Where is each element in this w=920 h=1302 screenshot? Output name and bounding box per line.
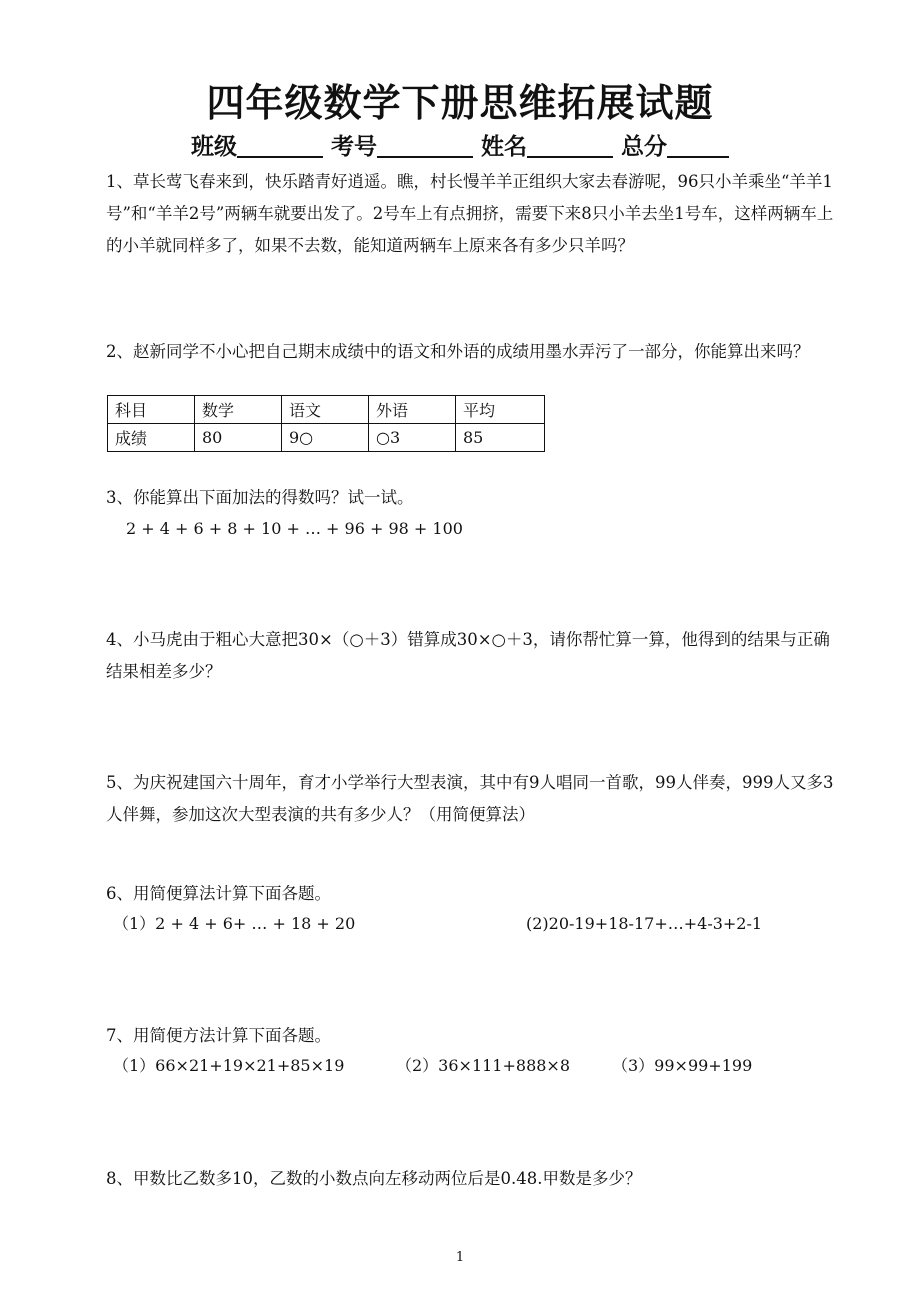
table-cell: 平均: [456, 396, 545, 424]
question-text: 用简便算法计算下面各题。: [133, 884, 331, 903]
table-cell: 外语: [369, 396, 456, 424]
question-8: [72, 1163, 842, 1195]
question-number: 8、: [106, 1169, 133, 1188]
question-number: 6、: [106, 884, 133, 903]
question-text: 你能算出下面加法的得数吗？试一试。: [133, 488, 414, 507]
exam-no-blank[interactable]: [377, 132, 473, 158]
table-row: [108, 424, 545, 452]
question-6: [72, 878, 842, 910]
name-label: 姓名: [481, 134, 527, 160]
question-6-part-2: (2)20-19+18-17+…+4-3+2-1: [526, 914, 763, 933]
table-cell: 成绩: [108, 424, 195, 452]
table-cell: ○3: [369, 424, 456, 452]
question-2: [72, 336, 842, 368]
page-title: 四年级数学下册思维拓展试题: [206, 81, 714, 125]
class-label: 班级: [190, 134, 237, 160]
question-number: 4、: [106, 630, 133, 649]
student-info-line: [0, 128, 920, 161]
question-7: [72, 1020, 842, 1052]
question-7-part-1: （1）66×21+19×21+85×19: [113, 1056, 345, 1075]
question-3-expression: 2 + 4 + 6 + 8 + 10 + … + 96 + 98 + 100: [126, 519, 463, 538]
question-text: 草长莺飞春来到，快乐踏青好逍遥。瞧，村长慢羊羊正组织大家去春游呢，96只小羊乘坐“羊羊1号”和“羊羊2号”两辆车就要出发了。2号车上有点拥挤，需要下来8只小羊去坐1号车，这样两辆车上的小羊就同样多了，如果不去数，能知道两辆车上原来各有多少只羊吗？: [106, 172, 834, 255]
question-number: 1、: [106, 172, 133, 191]
question-7-part-2: （2）36×111+888×8: [396, 1056, 571, 1075]
class-blank[interactable]: [237, 132, 323, 158]
question-6-part-1: （1）2 + 4 + 6+ … + 18 + 20: [113, 914, 356, 933]
score-table: [107, 395, 545, 452]
question-4: [72, 624, 842, 688]
table-cell: 9○: [282, 424, 369, 452]
table-cell: 80: [195, 424, 282, 452]
question-number: 2、: [106, 342, 133, 361]
question-text: 小马虎由于粗心大意把30×（○＋3）错算成30×○＋3，请你帮忙算一算，他得到的结果与正确结果相差多少？: [106, 630, 830, 681]
question-7-part-3: （3）99×99+199: [612, 1056, 753, 1075]
exam-no-label: 考号: [330, 134, 377, 160]
table-cell: 科目: [108, 396, 195, 424]
page-number: 1: [455, 1250, 465, 1265]
question-number: 5、: [106, 773, 133, 792]
question-3: [72, 482, 842, 514]
question-text: 用简便方法计算下面各题。: [133, 1026, 331, 1045]
question-text: 甲数比乙数多10，乙数的小数点向左移动两位后是0.48.甲数是多少？: [133, 1169, 642, 1188]
table-row: [108, 396, 545, 424]
question-5: [72, 767, 842, 831]
question-number: 7、: [106, 1026, 133, 1045]
name-blank[interactable]: [527, 132, 613, 158]
table-cell: 数学: [195, 396, 282, 424]
table-cell: 85: [456, 424, 545, 452]
table-cell: 语文: [282, 396, 369, 424]
score-blank[interactable]: [667, 132, 729, 158]
question-text: 赵新同学不小心把自己期末成绩中的语文和外语的成绩用墨水弄污了一部分，你能算出来吗？: [133, 342, 810, 361]
question-1: [72, 166, 842, 262]
question-text: 为庆祝建国六十周年，育才小学举行大型表演，其中有9人唱同一首歌，99人伴奏，999人又多3人伴舞，参加这次大型表演的共有多少人？（用简便算法）: [106, 773, 834, 824]
score-label: 总分: [621, 134, 668, 160]
question-number: 3、: [106, 488, 133, 507]
